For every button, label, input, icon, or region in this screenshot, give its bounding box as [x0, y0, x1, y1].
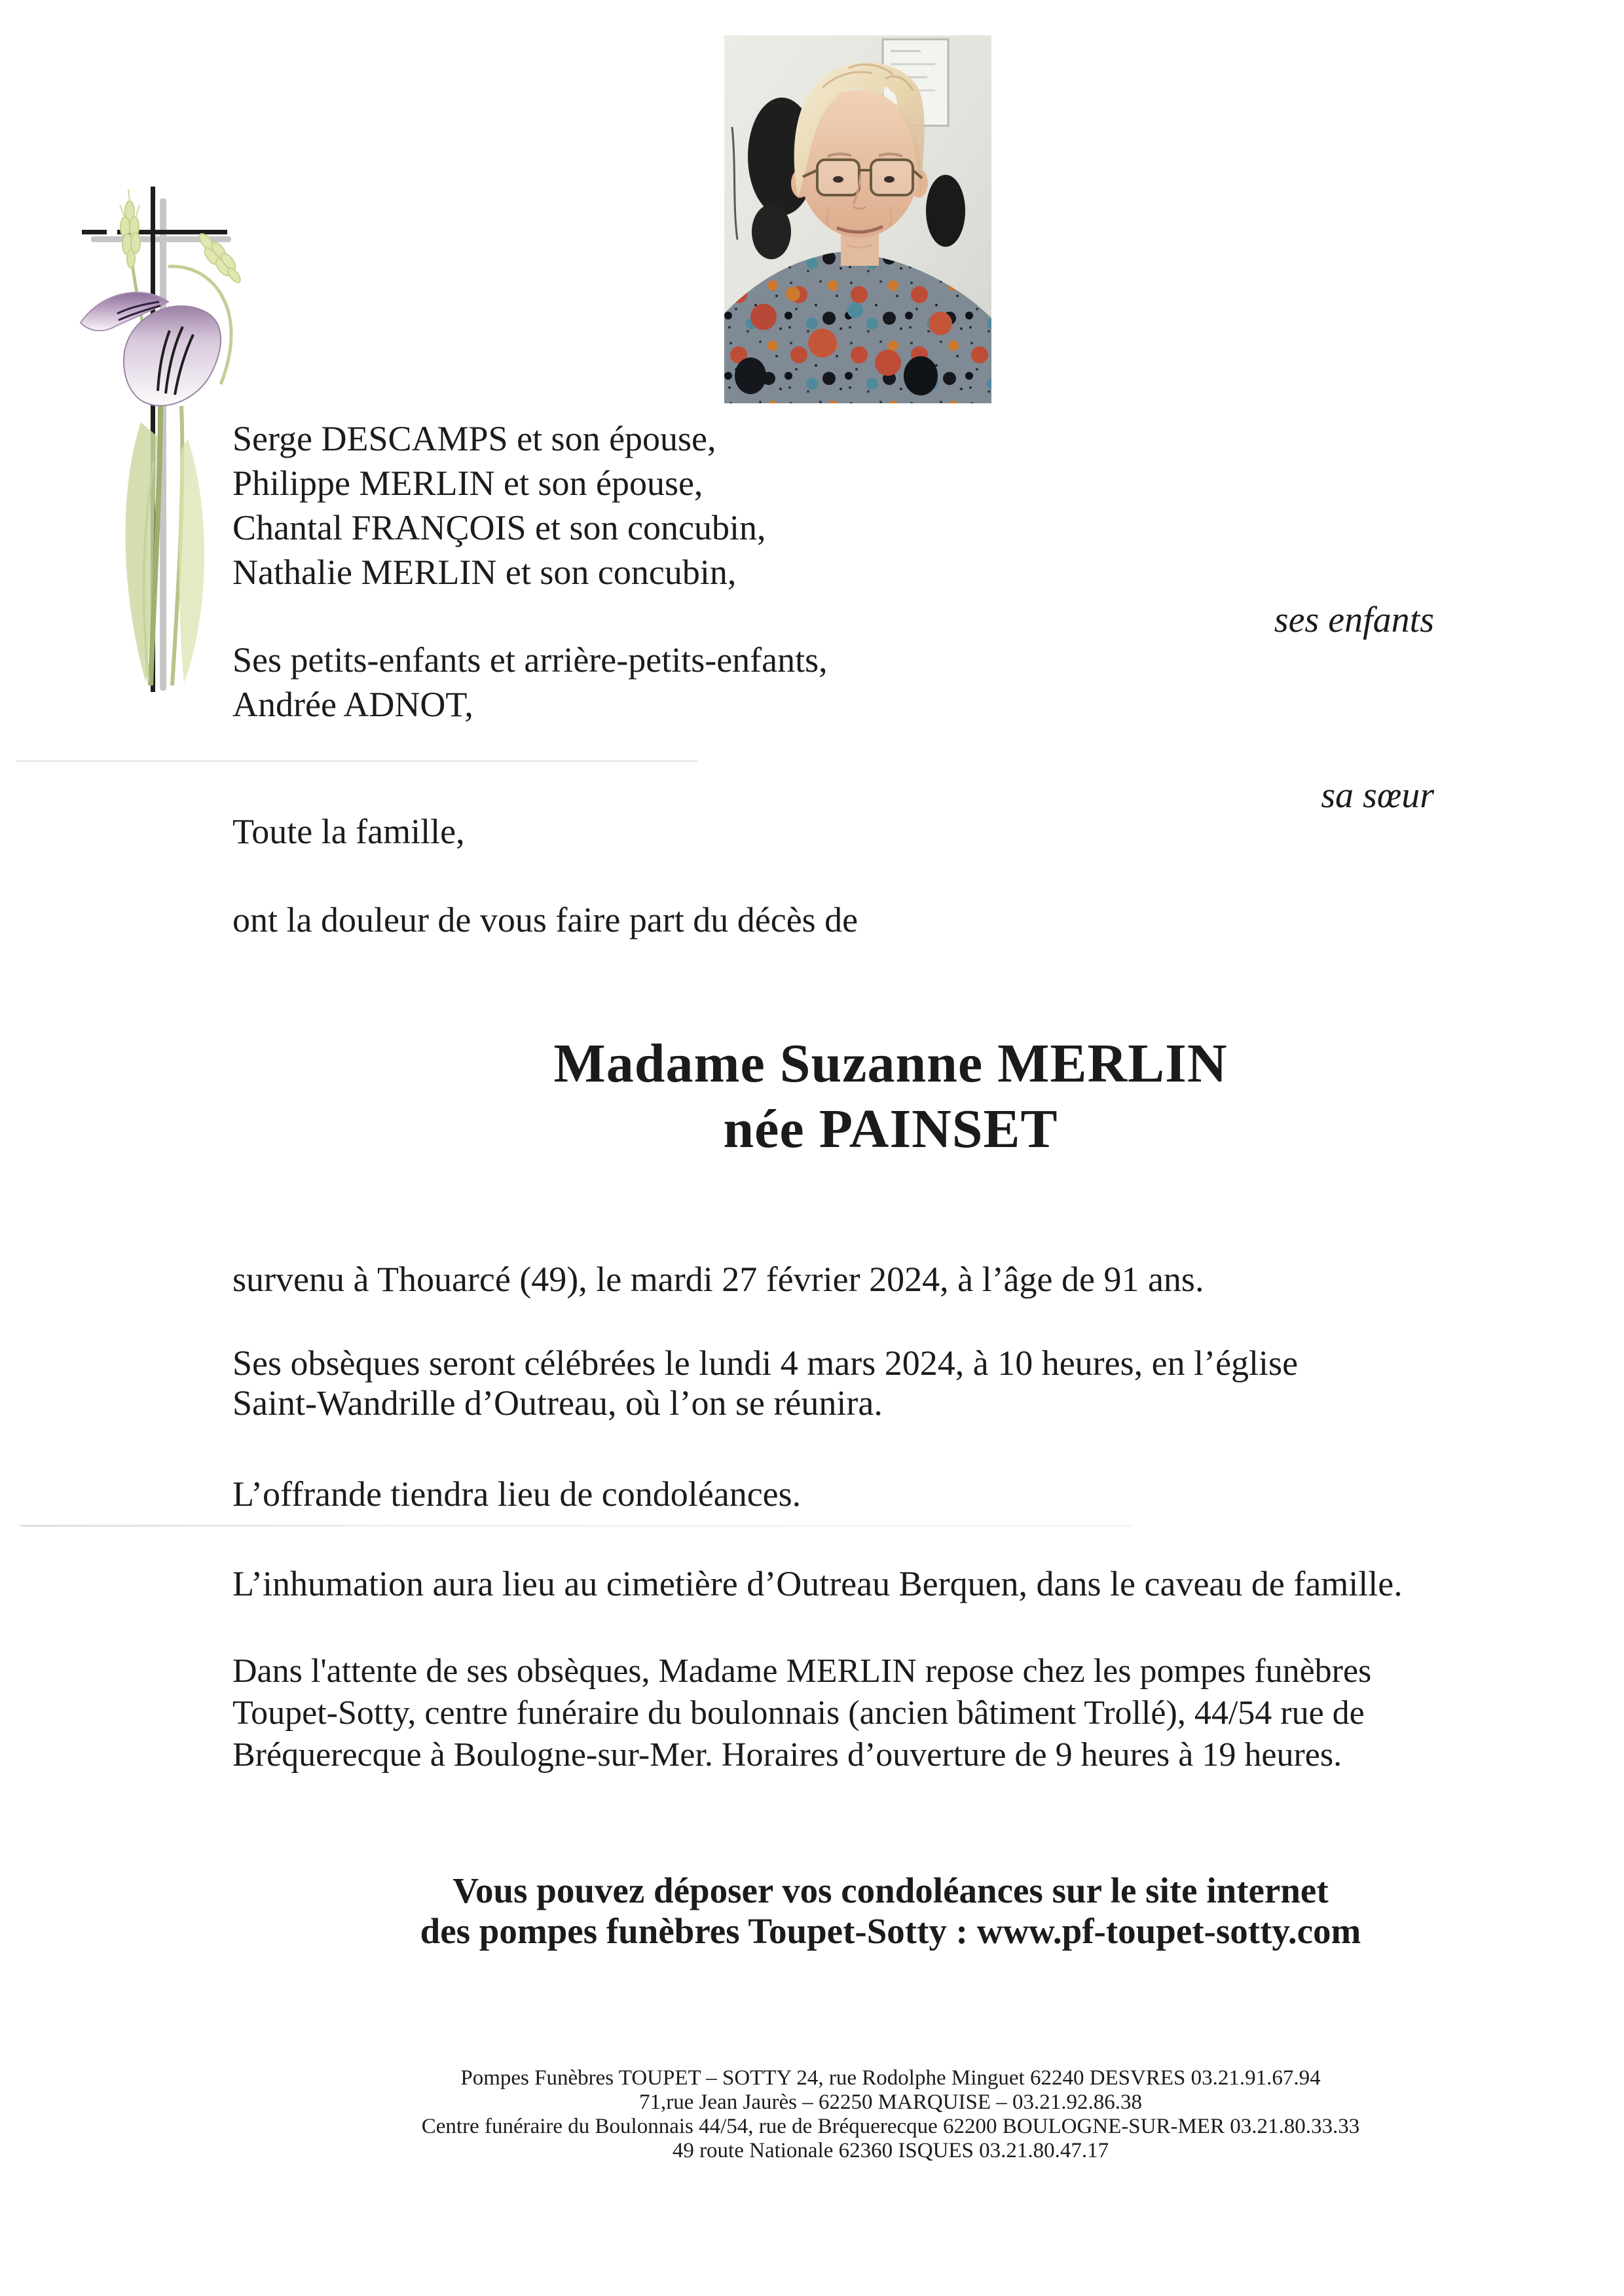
family-names-block — [232, 416, 828, 727]
right-eye — [884, 176, 895, 183]
repose-line: Bréquerecque à Boulogne-sur-Mer. Horaires d’ouverture de 9 heures à 19 heures. — [232, 1736, 1342, 1774]
funeral-line: Saint-Wandrille d’Outreau, où l’on se réunira. — [232, 1383, 883, 1423]
scan-artifact-line — [20, 1525, 1133, 1527]
condolences-line1: Vous pouvez déposer vos condoléances sur le site internet — [452, 1870, 1329, 1910]
footer-address-line: 49 route Nationale 62360 ISQUES 03.21.80.47.17 — [672, 2139, 1109, 2162]
calla-lily-icon — [81, 293, 221, 406]
footer-address-line: Pompes Funèbres TOUPET – SOTTY 24, rue Rodolphe Minguet 62240 DESVRES 03.21.91.67.94 — [460, 2066, 1321, 2090]
funeral-line: Ses obsèques seront célébrées le lundi 4 mars 2024, à 10 heures, en l’église — [232, 1343, 1299, 1383]
funeral-home-footer — [232, 2066, 1549, 2163]
spacer — [232, 594, 828, 638]
death-details-line: survenu à Thouarcé (49), le mardi 27 février 2024, à l’âge de 91 ans. — [232, 1260, 1204, 1299]
online-condolences-notice — [232, 1870, 1549, 1952]
relation-tag-sister: sa sœur — [1321, 775, 1434, 816]
funeral-details-block — [232, 1343, 1298, 1423]
deceased-name-title — [232, 1031, 1549, 1162]
portrait-photo-illustration — [724, 35, 991, 403]
deceased-portrait-photo — [724, 35, 991, 403]
left-eye — [833, 176, 843, 183]
announcement-line: ont la douleur de vous faire part du décès de — [232, 900, 858, 939]
family-child-line: Nathalie MERLIN et son concubin, — [232, 553, 737, 592]
scan-artifact-line — [16, 760, 697, 762]
family-child-line: Serge DESCAMPS et son épouse, — [232, 419, 716, 458]
condolences-line2: des pompes funèbres Toupet-Sotty : www.pf-toupet-sotty.com — [420, 1911, 1361, 1951]
repose-line: Toupet-Sotty, centre funéraire du boulonnais (ancien bâtiment Trollé), 44/54 rue de — [232, 1694, 1365, 1732]
family-child-line: Chantal FRANÇOIS et son concubin, — [232, 508, 766, 547]
footer-address-line: 71,rue Jean Jaurès – 62250 MARQUISE – 03.21.92.86.38 — [638, 2090, 1143, 2114]
burial-line: L’inhumation aura lieu au cimetière d’Outreau Berquen, dans le caveau de famille. — [232, 1564, 1403, 1603]
relation-tag-children: ses enfants — [1274, 600, 1434, 640]
footer-address-line: Centre funéraire du Boulonnais 44/54, rue de Bréquerecque 62200 BOULOGNE-SUR-MER 03.21.80.33.33 — [421, 2115, 1360, 2138]
repose-paragraph — [232, 1650, 1549, 1776]
deceased-name-line2: née PAINSET — [723, 1099, 1058, 1159]
grandchildren-line: Ses petits-enfants et arrière-petits-enfants, — [232, 640, 828, 680]
family-child-line: Philippe MERLIN et son épouse, — [232, 464, 703, 503]
offering-line: L’offrande tiendra lieu de condoléances. — [232, 1474, 802, 1514]
repose-line: Dans l'attente de ses obsèques, Madame MERLIN repose chez les pompes funèbres — [232, 1652, 1372, 1690]
family-line: Toute la famille, — [232, 812, 465, 851]
deceased-name-line1: Madame Suzanne MERLIN — [553, 1033, 1228, 1094]
grandchildren-line: Andrée ADNOT, — [232, 685, 473, 724]
